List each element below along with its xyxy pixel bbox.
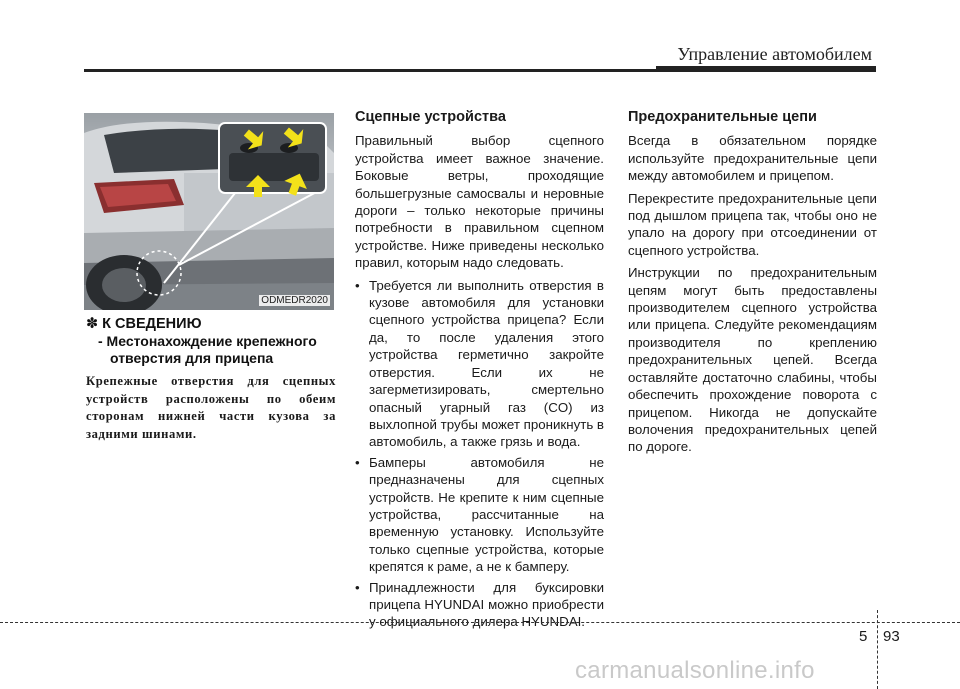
section-number: 5 bbox=[859, 628, 868, 645]
caution-note bbox=[86, 316, 336, 443]
bullet-list bbox=[355, 277, 604, 631]
figure-code: ODMEDR2020 bbox=[261, 295, 328, 306]
list-item: • Принадлежности для буксировки прицепа HYUNDAI можно приобрести у официального дилера HYUNDAI. bbox=[355, 579, 604, 631]
paragraph: Перекрестите предохранительные цепи под дышлом прицепа так, чтобы оно не упало на дорогу при отсоединении от сцепного устройства. bbox=[628, 190, 877, 258]
section-heading: Сцепные устройства bbox=[355, 109, 506, 125]
section-heading: Предохранительные цепи bbox=[628, 109, 817, 125]
list-item: • Бамперы автомобиля не предназначены для сцепных устройств. Не крепите к ним сцепные устройства, рассчитанные на временную установку. Используйте только сцепные устройства, которые крепятся к раме, а не к бамперу. bbox=[355, 454, 604, 576]
header-rule-accent bbox=[656, 66, 876, 72]
section-intro: Правильный выбор сцепного устройства имеет важное значение. Боковые ветры, проходящие большегрузные самосвалы и неровные дороги – только некоторые причины потребности в правильном сцепном устройстве. Ниже приведены несколько правил, которым надо следовать. bbox=[355, 133, 604, 271]
caution-body: Крепежные отверстия для сцепных устройств расположены по обеим сторонам нижней части кузова за задними шинами. bbox=[86, 374, 336, 441]
safety-chains-section bbox=[628, 109, 877, 461]
list-item: • Требуется ли выполнить отверстия в кузове автомобиля для установки сцепного устройства прицепа? Если да, то после удаления этого устройства герметично закройте отверстия. Если их не загерметизировать, смертельно опасный угарный газ (CO) из выхлопной трубы может проникнуть в автомобиль, а также грязь и вода. bbox=[355, 277, 604, 451]
caution-subheading: - Местонахождение крепежного отверстия для прицепа bbox=[98, 333, 317, 366]
footer-divider bbox=[877, 610, 878, 689]
page-number: 93 bbox=[883, 628, 900, 645]
page-header-title: Управление автомобилем bbox=[677, 44, 872, 64]
paragraph: Инструкции по предохранительным цепям могут быть предоставлены производителем сцепного устройства или прицепа. Следуйте рекомендациям производителя по креплению предохранительных цепей. Всегда оставляйте достаточно слабины, чтобы обеспечить прохождение поворота с прицепом. Никогда не допускайте волочения предохранительных цепей по дороге. bbox=[628, 265, 877, 455]
watermark: carmanualsonline.info bbox=[575, 657, 815, 684]
footer-rule bbox=[0, 622, 960, 623]
paragraph: Всегда в обязательном порядке используйте предохранительные цепи между автомобилем и прицепом. bbox=[628, 133, 877, 184]
vehicle-rear-illustration bbox=[84, 113, 334, 310]
towing-hitches-section bbox=[355, 109, 604, 634]
caution-heading: ✽ К СВЕДЕНИЮ bbox=[86, 316, 202, 332]
vehicle-rear-figure bbox=[84, 113, 334, 310]
